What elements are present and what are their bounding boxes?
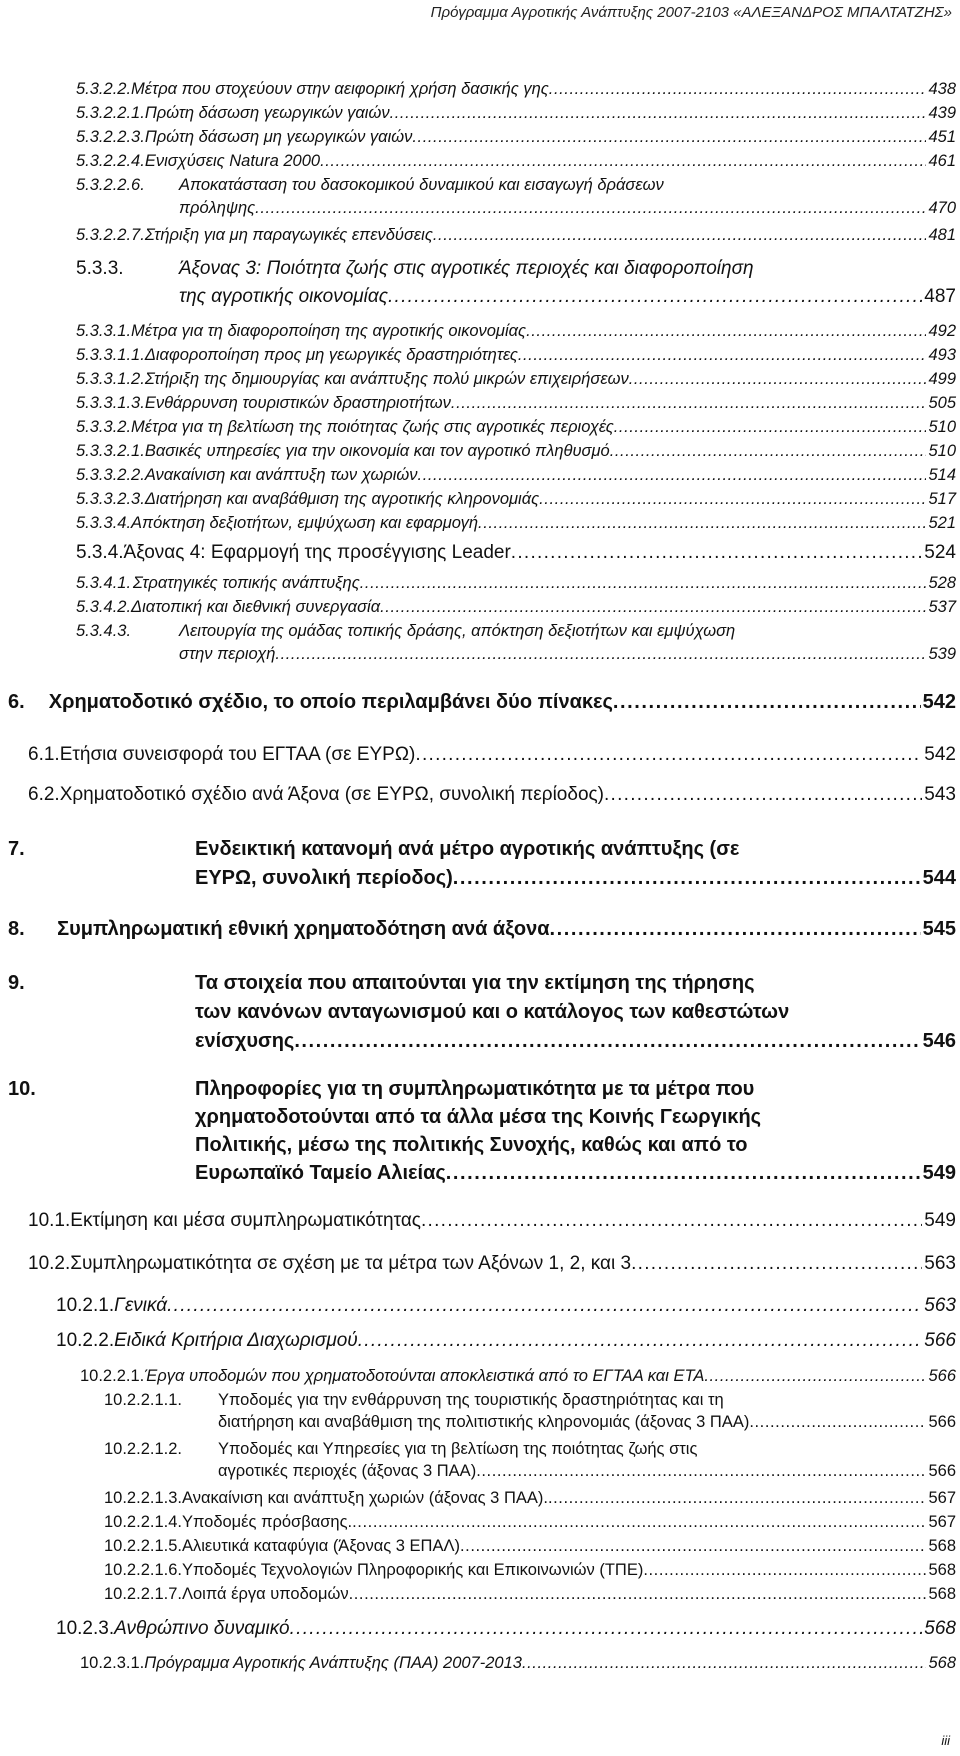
entry-page: 461 <box>928 152 956 170</box>
entry-page: 487 <box>924 286 956 307</box>
toc-entry[interactable] <box>80 1367 956 1386</box>
entry-title: Εκτίμηση και μέσα συμπληρωματικότητας <box>70 1210 421 1231</box>
toc-entry[interactable] <box>76 598 956 617</box>
leader-dots <box>320 152 926 171</box>
entry-title: Πρώτη δάσωση μη γεωργικών γαιών <box>144 128 413 146</box>
entry-number: 5.3.2.2.7. <box>76 226 145 244</box>
entry-title: Ανθρώπινο δυναμικό <box>114 1618 290 1639</box>
entry-number: 9. <box>8 972 25 994</box>
entry-page: 568 <box>928 1585 956 1603</box>
toc-entry[interactable] <box>104 1537 956 1556</box>
entry-number: 10.2. <box>28 1253 71 1274</box>
entry-page: 563 <box>924 1253 956 1274</box>
entry-title-continued: ενίσχυσης <box>195 1030 295 1052</box>
entry-page: 537 <box>928 598 956 616</box>
leader-dots <box>610 442 927 461</box>
entry-title-continued: αγροτικές περιοχές (άξονας 3 ΠΑΑ) <box>218 1462 477 1480</box>
entry-page: 544 <box>922 867 956 889</box>
entry-page: 499 <box>928 370 956 388</box>
entry-page: 481 <box>928 226 956 244</box>
entry-page: 546 <box>922 1030 956 1052</box>
entry-title: Υποδομές Τεχνολογιών Πληροφορικής και Επικοινωνιών (ΤΠΕ) <box>181 1561 644 1579</box>
entry-title: Γενικά <box>114 1295 168 1316</box>
running-header: Πρόγραμμα Αγροτικής Ανάπτυξης 2007-2103 «ΑΛΕΞΑΝΔΡΟΣ ΜΠΑΛΤΑΤΖΗΣ» <box>430 4 952 21</box>
toc-entry[interactable] <box>76 80 956 99</box>
entry-page: 510 <box>928 442 956 460</box>
entry-title: Αποκατάσταση του δασοκομικού δυναμικού και εισαγωγή δράσεων <box>179 176 664 194</box>
entry-number: 10.2.2.1.2. <box>104 1440 182 1458</box>
entry-number: 10.2.2.1.6. <box>104 1561 182 1579</box>
entry-page: 568 <box>928 1561 956 1579</box>
leader-dots <box>614 418 927 437</box>
toc-entry[interactable] <box>76 514 956 533</box>
entry-page: 493 <box>928 346 956 364</box>
leader-dots <box>613 691 921 714</box>
entry-page: 567 <box>928 1489 956 1507</box>
leader-dots <box>360 574 927 593</box>
toc-entry[interactable] <box>76 442 956 461</box>
entry-number: 6. <box>8 691 25 713</box>
entry-title: Πρόγραμμα Αγροτικής Ανάπτυξης (ΠΑΑ) 2007-2013 <box>144 1654 522 1672</box>
entry-title: Απόκτηση δεξιοτήτων, εμψύχωση και εφαρμογή <box>131 514 479 532</box>
toc-entry[interactable] <box>104 1513 956 1532</box>
entry-title: Άξονας 4: Εφαρμογή της προσέγγισης Leader <box>123 542 511 563</box>
leader-dots <box>548 1489 927 1508</box>
toc-entry[interactable] <box>104 1440 956 1481</box>
entry-title: Λειτουργία της ομάδας τοπικής δράσης, απόκτηση δεξιοτήτων και εμψύχωση <box>179 622 736 640</box>
entry-page: 439 <box>928 104 956 122</box>
toc-entry[interactable] <box>28 1210 956 1232</box>
entry-title: Ανακαίνιση και ανάπτυξη των χωριών <box>144 466 418 484</box>
leader-dots <box>349 1585 927 1604</box>
entry-title: Συμπληρωματική εθνική χρηματοδότηση ανά άξονα <box>57 918 550 940</box>
leader-dots <box>476 1462 926 1481</box>
toc-entry[interactable] <box>76 542 956 564</box>
entry-title: Έργα υποδομών που χρηματοδοτούνται αποκλειστικά από το ΕΓΤΑΑ και ΕΤΑ <box>144 1367 705 1385</box>
entry-title: Υποδομές και Υπηρεσίες για τη βελτίωση της ποιότητας ζωής στις <box>218 1440 698 1458</box>
leader-dots <box>518 346 927 365</box>
toc-entry[interactable] <box>76 226 956 245</box>
entry-title: Πληροφορίες για τη συμπληρωματικότητα με τα μέτρα που <box>195 1078 755 1100</box>
entry-page: 563 <box>924 1295 956 1316</box>
entry-page: 566 <box>928 1367 956 1385</box>
leader-dots <box>460 1537 926 1556</box>
entry-number: 5.3.3.4. <box>76 514 132 532</box>
toc-entry[interactable] <box>76 322 956 341</box>
leader-dots <box>358 1330 923 1352</box>
entry-number: 5.3.2.2.3. <box>76 128 145 146</box>
leader-dots <box>478 514 926 533</box>
toc-entry[interactable] <box>104 1585 956 1604</box>
toc-entry[interactable] <box>76 258 956 308</box>
entry-number: 5.3.3.2.2. <box>76 466 145 484</box>
entry-title: Μέτρα που στοχεύουν στην αειφορική χρήση δασικής γης <box>131 80 549 98</box>
toc-entry[interactable] <box>104 1561 956 1580</box>
toc-entry[interactable] <box>76 466 956 485</box>
entry-title-continued: διατήρηση και αναβάθμιση της πολιτιστικής κληρονομιάς (άξονας 3 ΠΑΑ) <box>218 1413 750 1431</box>
entry-page: 568 <box>924 1618 956 1639</box>
leader-dots <box>451 394 927 413</box>
entry-title: Ανακαίνιση και ανάπτυξη χωριών (άξονας 3 ΠΑΑ). <box>181 1489 548 1507</box>
entry-page: 505 <box>928 394 956 412</box>
entry-number: 10.2.2.1. <box>80 1367 145 1385</box>
entry-title-continued: Ευρωπαϊκό Ταμείο Αλιείας <box>195 1162 446 1184</box>
entry-title-continued: ΕΥΡΩ, συνολική περίοδος) <box>195 867 453 889</box>
leader-dots <box>412 128 926 147</box>
entry-page: 438 <box>928 80 956 98</box>
entry-page: 542 <box>924 744 956 765</box>
toc-entry[interactable] <box>56 1295 956 1317</box>
toc-entry[interactable] <box>104 1391 956 1432</box>
toc-entry[interactable] <box>76 622 956 664</box>
toc-entry[interactable] <box>56 1618 956 1640</box>
entry-title: Υποδομές πρόσβασης. <box>181 1513 353 1531</box>
entry-title: Τα στοιχεία που απαιτούνται για την εκτίμηση της τήρησης <box>195 972 755 994</box>
entry-title: Στρατηγικές τοπικής ανάπτυξης <box>132 574 360 592</box>
entry-number: 10.2.3.1. <box>80 1654 145 1672</box>
entry-number: 5.3.2.2.6. <box>76 176 145 194</box>
entry-page: 568 <box>928 1654 956 1672</box>
leader-dots <box>390 104 927 123</box>
entry-number: 5.3.2.2.1. <box>76 104 145 122</box>
page-number: iii <box>941 1733 950 1748</box>
toc-entry[interactable] <box>8 838 956 890</box>
toc-entry[interactable] <box>76 152 956 171</box>
leader-dots <box>415 744 922 766</box>
leader-dots <box>631 1253 922 1275</box>
leader-dots <box>550 918 921 941</box>
entry-title-continued: στην περιοχή <box>179 645 276 663</box>
entry-title: Διατοπική και διεθνική συνεργασία <box>131 598 381 616</box>
leader-dots <box>539 490 926 509</box>
entry-title: Ενδεικτική κατανομή ανά μέτρο αγροτικής ανάπτυξης (σε <box>195 838 740 860</box>
entry-number: 10.2.2.1.5. <box>104 1537 182 1555</box>
entry-number: 5.3.3. <box>76 258 124 279</box>
toc-entry[interactable] <box>76 394 956 413</box>
leader-dots <box>453 867 921 890</box>
entry-number: 10.2.1. <box>56 1295 115 1316</box>
entry-page: 528 <box>928 574 956 592</box>
entry-number: 10.2.3. <box>56 1618 115 1639</box>
entry-title: Ειδικά Κριτήρια Διαχωρισμού <box>114 1330 358 1351</box>
entry-title: Πρώτη δάσωση γεωργικών γαιών <box>144 104 390 122</box>
leader-dots <box>290 1618 923 1640</box>
entry-title: Ετήσια συνεισφορά του ΕΓΤΑΑ (σε ΕΥΡΩ) <box>59 744 416 765</box>
entry-number: 10.2.2. <box>56 1330 115 1351</box>
toc-entry[interactable] <box>8 918 956 941</box>
entry-number: 10. <box>8 1078 36 1100</box>
toc-entry[interactable] <box>80 1654 956 1673</box>
entry-number: 5.3.3.1.2. <box>76 370 145 388</box>
leader-dots <box>418 466 927 485</box>
entry-title-continued: πρόληψης <box>179 199 256 217</box>
leader-dots <box>388 286 922 308</box>
toc-entry[interactable] <box>56 1330 956 1352</box>
entry-page: 517 <box>928 490 956 508</box>
leader-dots <box>294 1030 920 1053</box>
entry-page: 543 <box>924 784 956 805</box>
entry-number: 10.2.2.1.1. <box>104 1391 182 1409</box>
entry-title: Μέτρα για τη βελτίωση της ποιότητας ζωής στις αγροτικές περιοχές <box>131 418 614 436</box>
entry-title: Αλιευτικά καταφύγια (Άξονας 3 ΕΠΑΛ) <box>181 1537 460 1555</box>
entry-title: Χρηματοδοτικό σχέδιο ανά Άξονα (σε ΕΥΡΩ, συνολική περίοδος) <box>59 784 604 805</box>
leader-dots <box>704 1367 926 1386</box>
leader-dots <box>629 370 927 389</box>
entry-number: 5.3.2.2. <box>76 80 132 98</box>
entry-number: 5.3.4.1. <box>76 574 132 592</box>
entry-page: 521 <box>928 514 956 532</box>
entry-title-continued: της αγροτικής οικονομίας <box>179 286 388 307</box>
toc-entry[interactable] <box>76 176 956 218</box>
entry-number: 5.3.3.2.1. <box>76 442 145 460</box>
leader-dots <box>604 784 922 806</box>
entry-number: 5.3.3.2. <box>76 418 132 436</box>
entry-page: 567 <box>928 1513 956 1531</box>
entry-number: 5.3.3.1.3. <box>76 394 145 412</box>
toc-entry[interactable] <box>28 744 956 766</box>
entry-title: Διατήρηση και αναβάθμιση της αγροτικής κληρονομιάς <box>144 490 540 508</box>
entry-title: Χρηματοδοτικό σχέδιο, το οποίο περιλαμβάνει δύο πίνακες <box>48 691 613 713</box>
entry-number: 6.2. <box>28 784 60 805</box>
leader-dots <box>522 1654 927 1673</box>
entry-title-continued: Πολιτικής, μέσω της πολιτικής Συνοχής, καθώς και από το <box>195 1134 748 1156</box>
leader-dots <box>446 1162 921 1185</box>
leader-dots <box>549 80 927 99</box>
toc-entry[interactable] <box>8 972 956 1053</box>
toc-entry[interactable] <box>76 104 956 123</box>
leader-dots <box>526 322 926 341</box>
entry-title: Μέτρα για τη διαφοροποίηση της αγροτικής οικονομίας <box>131 322 527 340</box>
entry-page: 545 <box>922 918 956 940</box>
entry-number: 5.3.4. <box>76 542 124 563</box>
toc-entry[interactable] <box>76 346 956 365</box>
toc-entry[interactable] <box>8 691 956 714</box>
toc-entry[interactable] <box>76 574 956 593</box>
entry-page: 549 <box>922 1162 956 1184</box>
entry-title: Βασικές υπηρεσίες για την οικονομία και τον αγροτικό πληθυσμό <box>144 442 610 460</box>
entry-title: Συμπληρωματικότητα σε σχέση με τα μέτρα των Αξόνων 1, 2, και 3 <box>70 1253 632 1274</box>
entry-title: Διαφοροποίηση προς μη γεωργικές δραστηριότητες <box>144 346 518 364</box>
leader-dots <box>643 1561 926 1580</box>
entry-title: Λοιπά έργα υποδομών <box>181 1585 349 1603</box>
entry-number: 8. <box>8 918 25 940</box>
entry-title-continued: χρηματοδοτούνται από τα άλλα μέσα της Κοινής Γεωργικής <box>195 1106 762 1128</box>
toc-entry[interactable] <box>8 1078 956 1185</box>
entry-page: 514 <box>928 466 956 484</box>
toc-entry[interactable] <box>76 128 956 147</box>
entry-title: Άξονας 3: Ποιότητα ζωής στις αγροτικές περιοχές και διαφοροποίηση <box>179 258 754 279</box>
leader-dots <box>380 598 926 617</box>
leader-dots <box>255 199 926 218</box>
entry-title: Στήριξη της δημιουργίας και ανάπτυξης πολύ μικρών επιχειρήσεων <box>144 370 629 388</box>
entry-number: 5.3.4.2. <box>76 598 132 616</box>
entry-title-continued: των κανόνων ανταγωνισμού και ο κατάλογος των καθεστώτων <box>195 1001 790 1023</box>
toc-entry[interactable] <box>104 1489 956 1508</box>
toc-entry[interactable] <box>76 490 956 509</box>
entry-number: 10.2.2.1.3. <box>104 1489 182 1507</box>
entry-page: 510 <box>928 418 956 436</box>
entry-page: 451 <box>928 128 956 146</box>
entry-page: 568 <box>928 1537 956 1555</box>
entry-title: Στήριξη για μη παραγωγικές επενδύσεις <box>144 226 433 244</box>
toc-entry[interactable] <box>76 370 956 389</box>
entry-title: Ενθάρρυνση τουριστικών δραστηριοτήτων <box>144 394 451 412</box>
entry-number: 7. <box>8 838 25 860</box>
entry-page: 566 <box>928 1462 956 1480</box>
entry-page: 566 <box>924 1330 956 1351</box>
entry-page: 524 <box>924 542 956 563</box>
toc-entry[interactable] <box>28 784 956 806</box>
entry-title: Ενισχύσεις Natura 2000 <box>144 152 321 170</box>
entry-number: 5.3.3.1.1. <box>76 346 145 364</box>
entry-page: 492 <box>928 322 956 340</box>
leader-dots <box>167 1295 922 1317</box>
leader-dots <box>275 645 926 664</box>
entry-page: 539 <box>928 645 956 663</box>
entry-number: 10.1. <box>28 1210 71 1231</box>
leader-dots <box>511 542 923 564</box>
toc-entry[interactable] <box>76 418 956 437</box>
entry-title: Υποδομές για την ενθάρρυνση της τουριστικής δραστηριότητας και τη <box>218 1391 724 1409</box>
entry-number: 5.3.4.3. <box>76 622 132 640</box>
leader-dots <box>421 1210 922 1232</box>
toc-entry[interactable] <box>28 1253 956 1275</box>
entry-page: 549 <box>924 1210 956 1231</box>
entry-page: 542 <box>922 691 956 713</box>
entry-page: 470 <box>928 199 956 217</box>
entry-number: 5.3.2.2.4. <box>76 152 145 170</box>
leader-dots <box>352 1513 926 1532</box>
entry-number: 5.3.3.1. <box>76 322 132 340</box>
entry-number: 5.3.3.2.3. <box>76 490 145 508</box>
entry-number: 10.2.2.1.4. <box>104 1513 182 1531</box>
entry-number: 10.2.2.1.7. <box>104 1585 182 1603</box>
leader-dots <box>433 226 927 245</box>
entry-page: 566 <box>928 1413 956 1431</box>
leader-dots <box>749 1413 926 1432</box>
entry-number: 6.1. <box>28 744 60 765</box>
